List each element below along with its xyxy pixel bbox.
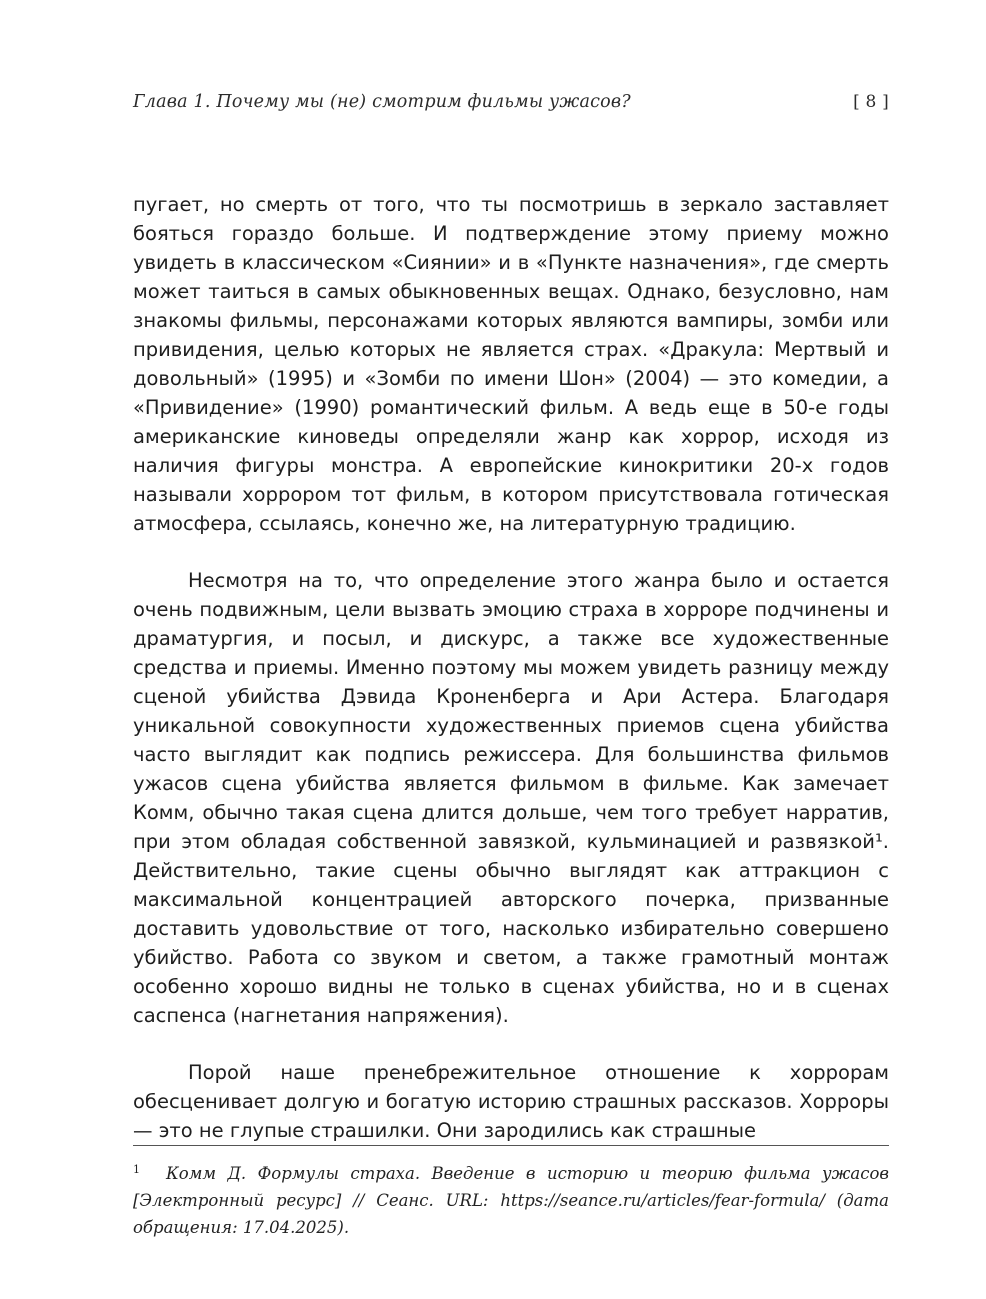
running-header <box>133 92 889 112</box>
page-number: [ 8 ] <box>853 92 889 112</box>
chapter-title: Глава 1. Почему мы (не) смотрим фильмы ужасов? <box>133 92 631 112</box>
footnote-marker: 1 <box>133 1162 140 1176</box>
paragraph: Порой наше пренебрежительное отношение к хоррорам обесценивает долгую и богатую историю страшных рассказов. Хорроры — это не глупые страшилки. Они зародились как страшные <box>133 1061 889 1142</box>
footnote-block <box>133 1145 889 1241</box>
paragraph: Несмотря на то, что определение этого жанра было и остается очень подвижным, цели вызвать эмоцию страха в хорроре подчинены и драматургия, и посыл, и дискурс, а также все художественные средства и приемы. Именно поэтому мы можем увидеть разницу между сценой убийства Дэвида Кроненберга и Ари Астера. Благодаря уникальной совокупности художественных приемов сцена убийства часто выглядит как подпись режиссера. Для большинства фильмов ужасов сцена убийства является фильмом в фильме. Как замечает Комм, обычно такая сцена длится дольше, чем того требует нарратив, при этом обладая собственной завязкой, кульминацией и развязкой¹. Действительно, такие сцены обычно выглядят как аттракцион с максимальной концентрацией авторского почерка, призванные доставить удовольствие от того, насколько избирательно совершено убийство. Работа со звуком и светом, а также грамотный монтаж особенно хорошо видны не только в сценах убийства, но и в сценах саспенса (нагнетания напряжения). <box>133 569 889 1027</box>
footnote <box>133 1160 889 1241</box>
footnote-divider <box>133 1145 889 1146</box>
body-text <box>133 190 889 1145</box>
paragraph: пугает, но смерть от того, что ты посмотришь в зеркало заставляет бояться гораздо больше. И подтверждение этому приему можно увидеть в классическом «Сиянии» и в «Пункте назначения», где смерть может таиться в самых обыкновенных вещах. Однако, безусловно, нам знакомы фильмы, персонажами которых являются вампиры, зомби или привидения, целью которых не является страх. «Дракула: Мертвый и довольный» (1995) и «Зомби по имени Шон» (2004) — это комедии, а «Привидение» (1990) романтический фильм. А ведь еще в 50-е годы американские киноведы определяли жанр как хоррор, исходя из наличия фигуры монстра. А европейские кинокритики 20-х годов называли хоррором тот фильм, в котором присутствовала готическая атмосфера, ссылаясь, конечно же, на литературную традицию. <box>133 193 889 535</box>
footnote-text: Комм Д. Формулы страха. Введение в историю и теорию фильма ужасов [Электронный ресурс] // Сеанс. URL: https://seance.ru/articles/fear-formula/ (дата обращения: 17.04.2025). <box>133 1164 889 1237</box>
